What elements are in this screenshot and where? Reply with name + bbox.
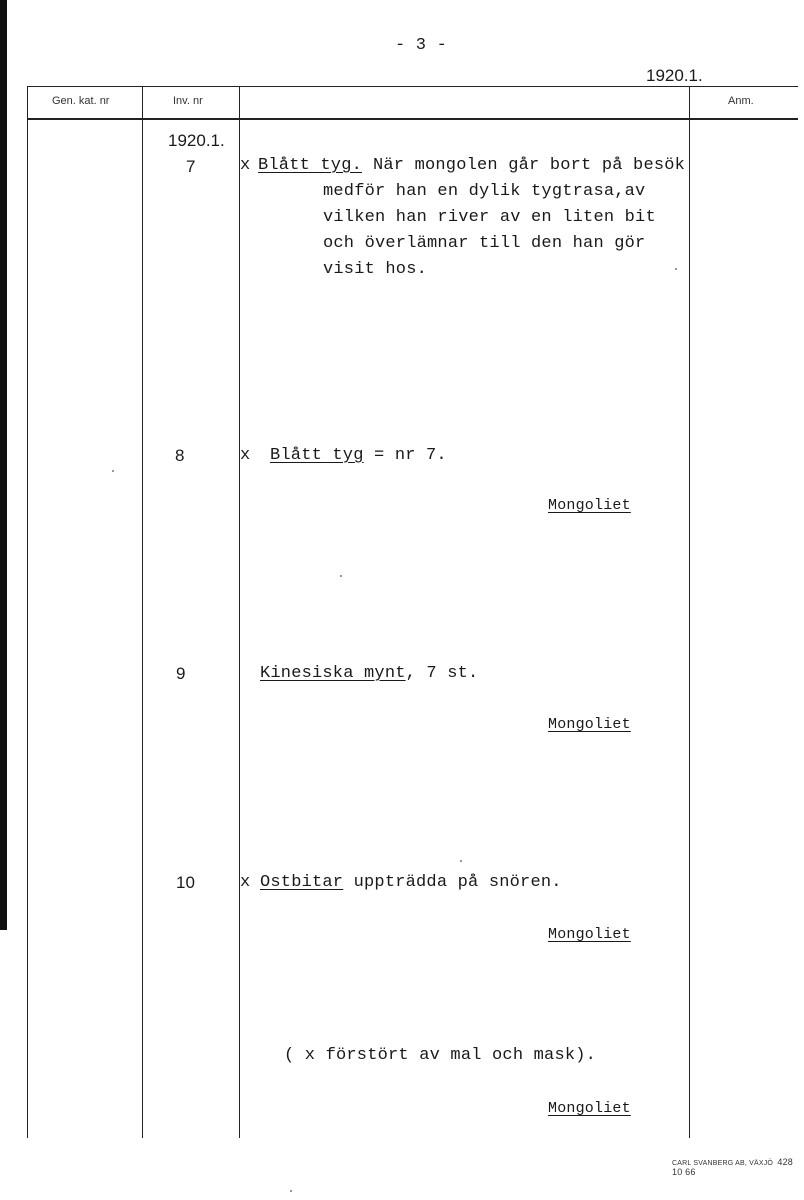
entry-mark: x [240,873,251,892]
scan-speck [112,470,114,472]
form-number: 428 10 66 [672,1157,793,1177]
inv-number: 8 [175,446,185,465]
header-inv-nr: Inv. nr [173,95,203,107]
final-origin: Mongoliet [548,1100,631,1117]
footer-printer [672,1157,804,1177]
page-number: - 3 - [395,36,448,55]
printer-name: CARL SVANBERG AB, VÄXJÖ [672,1160,774,1167]
entry-title: Blått tyg. [258,156,363,175]
scan-speck [340,575,342,577]
inv-number: 9 [176,664,186,683]
section-tag: 1920.1. [168,131,225,150]
entry-origin: Mongoliet [548,497,631,514]
damage-note: ( x förstört av mal och mask). [284,1046,597,1065]
entry-rest: uppträdda på snören. [343,873,562,892]
entry-rest: = nr 7. [363,446,447,465]
entry-mark: x [240,446,251,465]
entry-title: Kinesiska mynt [260,664,406,683]
entry-text-line: När mongolen går bort på besök [373,156,686,175]
column-divider-4 [689,86,690,1138]
entry-rest: , 7 st. [405,664,479,683]
scan-speck [460,860,462,862]
header-gen-kat-nr: Gen. kat. nr [52,95,110,107]
entry-text-line: medför han en dylik tygtrasa,av [323,182,646,201]
entry-text-line: och överlämnar till den han gör [323,234,646,253]
column-divider-3 [239,86,240,1138]
entry-text-line: visit hos. [323,260,428,279]
entry-line [260,873,562,892]
inv-number: 10 [176,873,195,892]
entry-line [270,446,447,465]
entry-title: Blått tyg [270,446,364,465]
binding-edge [0,0,7,930]
entry-origin: Mongoliet [548,926,631,943]
entry-line [260,664,478,683]
column-divider-2 [142,86,143,1138]
scan-speck [290,1190,292,1192]
inv-number: 7 [186,157,196,176]
entry-title: Ostbitar [260,873,344,892]
year-tag: 1920.1. [646,66,703,85]
header-anm: Anm. [728,95,754,107]
entry-origin: Mongoliet [548,716,631,733]
entry-mark: x [240,156,251,175]
column-divider-1 [27,86,28,1138]
scan-speck [675,268,677,270]
entry-text-line: vilken han river av en liten bit [323,208,656,227]
